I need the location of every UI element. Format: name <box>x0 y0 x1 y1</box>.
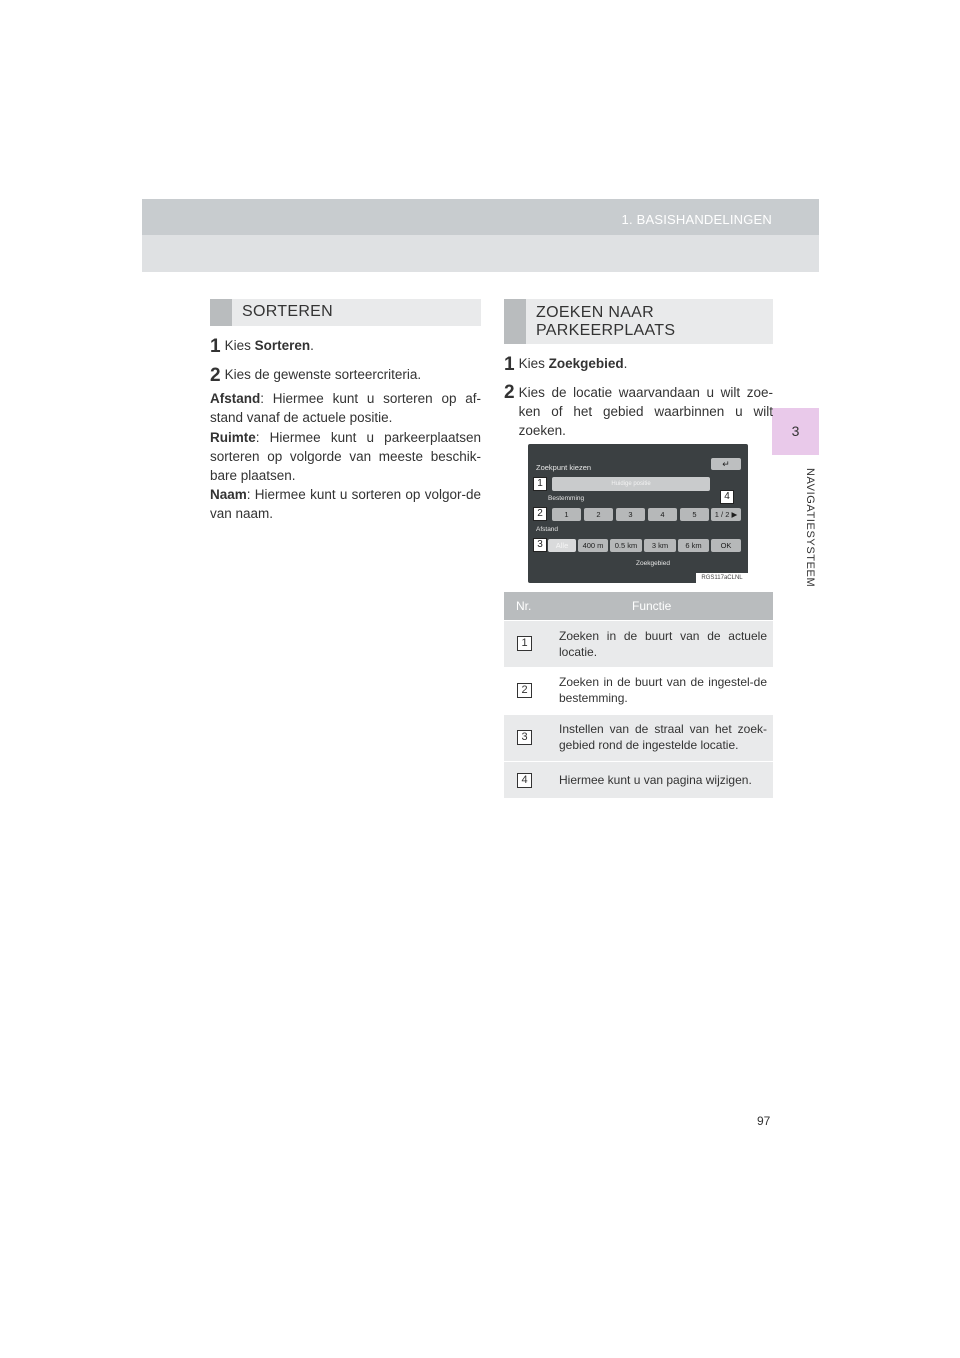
section-heading-bar <box>504 299 526 344</box>
navigation-screenshot <box>528 444 748 583</box>
section-heading-title: SORTEREN <box>242 303 334 320</box>
callout-4: 4 <box>720 490 734 504</box>
definition-afstand: Afstand: Hiermee kunt u sorteren op af-stand vanaf de actuele positie. <box>210 391 481 425</box>
chapter-name: NAVIGATIESYSTEEM <box>804 468 816 588</box>
step-number: 1 <box>504 354 515 375</box>
page-button[interactable]: 1 / 2 ▶ <box>711 508 741 521</box>
section-heading-sorteren <box>210 299 481 326</box>
step-keyword: Zoekgebied <box>548 356 624 371</box>
definition-term: Naam <box>210 487 247 502</box>
step-number: 2 <box>504 382 515 403</box>
ok-button[interactable]: OK <box>711 539 741 552</box>
table-row <box>504 620 773 667</box>
definition-naam: Naam: Hiermee kunt u sorteren op volgor-de van naam. <box>210 487 481 521</box>
page-number: 97 <box>757 1114 771 1128</box>
definition-ruimte: Ruimte: Hiermee kunt u parkeerplaatsen sorteren op volgorde van meeste beschik-bare plaatsen. <box>210 430 481 483</box>
distance-button-0-5km[interactable]: 0.5 km <box>610 539 642 552</box>
section-heading-bar <box>210 299 232 326</box>
distance-button-6km[interactable]: 6 km <box>678 539 709 552</box>
current-position-button[interactable]: Huidige positie <box>552 477 710 491</box>
row-number: 4 <box>517 773 532 788</box>
destination-button-3[interactable]: 3 <box>616 508 645 521</box>
image-code: RGS117aCLNL <box>696 573 748 583</box>
header-nr: Nr. <box>516 599 532 613</box>
step-number: 1 <box>210 336 221 357</box>
table-row <box>504 761 773 798</box>
search-area-label: Zoekgebied <box>636 560 670 567</box>
right-step-1: 1 Kies Zoekgebied. <box>504 354 628 375</box>
destination-label: Bestemming <box>548 495 585 502</box>
section-heading-title: ZOEKEN NAAR PARKEERPLAATS <box>536 304 676 339</box>
row-text: Zoeken in de buurt van de ingestel-de bestemming. <box>559 675 767 705</box>
row-text: Hiermee kunt u van pagina wijzigen. <box>559 773 752 787</box>
step-number: 2 <box>210 365 221 386</box>
right-step-2: 2 Kies de locatie waarvandaan u wilt zoe-ken of het gebied waarbinnen u wilt zoeken. <box>504 382 773 438</box>
back-button[interactable]: ↵ <box>711 458 741 470</box>
definition-term: Ruimte <box>210 430 256 445</box>
table-row <box>504 714 773 761</box>
destination-button-5[interactable]: 5 <box>680 508 709 521</box>
definition-term: Afstand <box>210 391 261 406</box>
function-table <box>504 592 773 798</box>
callout-3: 3 <box>533 538 547 552</box>
header-subband <box>142 235 819 272</box>
row-number: 2 <box>517 683 532 698</box>
distance-button-400m[interactable]: 400 m <box>578 539 608 552</box>
row-number: 3 <box>517 730 532 745</box>
table-row <box>504 667 773 714</box>
distance-label: Afstand <box>536 526 559 533</box>
destination-button-4[interactable]: 4 <box>648 508 677 521</box>
screen-title: Zoekpunt kiezen <box>536 463 592 472</box>
row-number: 1 <box>517 636 532 651</box>
chapter-number: 3 <box>791 423 800 439</box>
table-header <box>504 592 773 620</box>
row-text: Instellen van de straal van het zoek-gebied rond de ingestelde locatie. <box>559 722 767 752</box>
step-keyword: Sorteren <box>254 338 311 353</box>
distance-button-3km[interactable]: 3 km <box>644 539 676 552</box>
callout-2: 2 <box>533 507 547 521</box>
row-text: Zoeken in de buurt van de actuele locatie. <box>559 629 767 659</box>
callout-1: 1 <box>533 477 547 491</box>
header-title: 1. BASISHANDELINGEN <box>621 212 772 227</box>
destination-button-1[interactable]: 1 <box>552 508 581 521</box>
distance-button-all[interactable]: Alle <box>548 539 576 552</box>
header-functie: Functie <box>632 599 672 613</box>
left-step-1: 1 Kies Sorteren. <box>210 336 314 357</box>
left-step-2: 2 Kies de gewenste sorteercriteria. <box>210 365 422 386</box>
destination-button-2[interactable]: 2 <box>584 508 613 521</box>
section-heading-parkeerplaats <box>504 299 773 344</box>
